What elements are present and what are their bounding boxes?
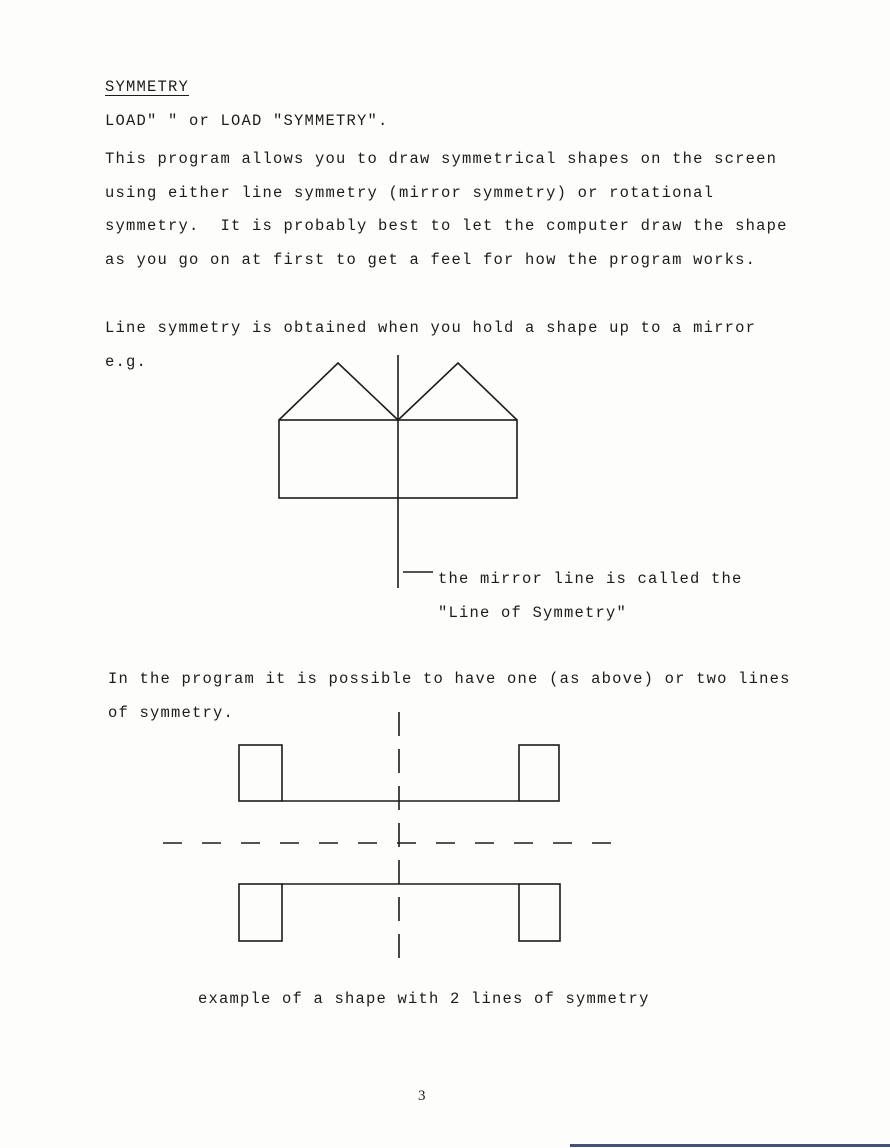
paragraph-line: Line symmetry is obtained when you hold a shape up to a mirror: [105, 319, 757, 337]
caption-line: "Line of Symmetry": [438, 604, 628, 622]
paragraph-line: In the program it is possible to have one (as above) or two lines: [108, 670, 791, 688]
intro-line: symmetry. It is probably best to let the computer draw the shape: [105, 217, 788, 235]
right-roof: [398, 363, 517, 420]
mirror-line-caption: [438, 562, 743, 630]
intro-line: as you go on at first to get a feel for how the program works.: [105, 250, 757, 269]
paragraph-line: e.g.: [105, 353, 148, 371]
scan-edge-rule: [570, 1144, 890, 1147]
bottom-right-square: [519, 884, 560, 941]
two-lines-paragraph: [108, 662, 791, 730]
left-roof: [279, 363, 398, 420]
section-heading: SYMMETRY: [105, 78, 190, 96]
intro-line: This program allows you to draw symmetrical shapes on the screen: [105, 150, 778, 168]
figure-two-caption: example of a shape with 2 lines of symmetry: [198, 990, 650, 1008]
caption-line: the mirror line is called the: [438, 570, 743, 588]
figure-one-line-symmetry: [279, 355, 517, 588]
top-left-square: [239, 745, 282, 801]
page-number: 3: [418, 1088, 426, 1104]
bottom-left-square: [239, 884, 282, 941]
figure-two-lines-symmetry: [163, 712, 620, 968]
paragraph-line: of symmetry.: [108, 704, 235, 722]
load-command: LOAD" " or LOAD "SYMMETRY".: [105, 112, 389, 130]
intro-line: using either line symmetry (mirror symmetry) or rotational: [105, 183, 715, 202]
top-right-square: [519, 745, 559, 801]
